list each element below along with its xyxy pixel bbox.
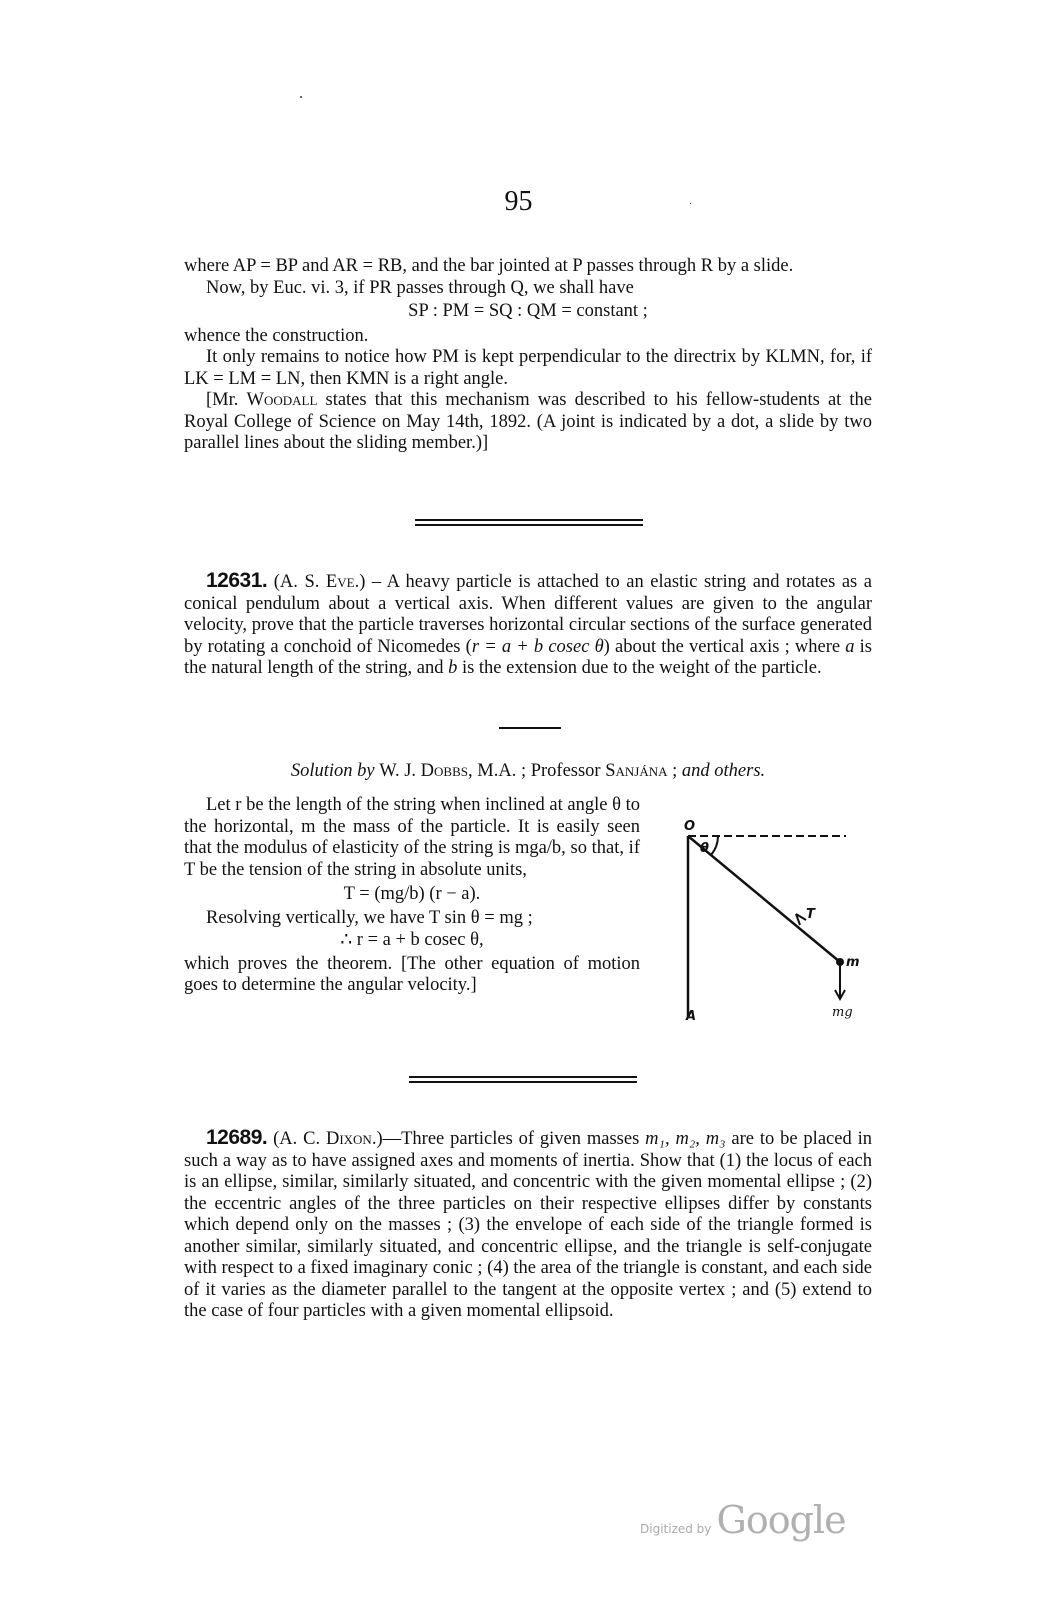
- paragraph: It only remains to notice how PM is kept perpendicular to the directrix by KLMN, for, if LK = LM = LN, then KMN is a right angle.: [184, 347, 872, 389]
- author-name: Eve: [325, 572, 355, 592]
- equation: SP : PM = SQ : QM = constant ;: [408, 301, 648, 321]
- problem-statement: 12689. (A. C. Dixon.)—Three particles of given masses m₁, m₂, m₃ are to be placed in such a way as to have assigned axes and moments of inertia. Show that (1) the locus of each is an ellipse, similar, similarly situated, and concentric with the given momental ellipse ; (2) the eccentric angles of the three particles on their respective ellipses differ by constants which depend only on the masses ; (3) the envelope of each side of the triangle formed is another similar, similarly situated, and concentric ellipse, and the triangle is self-conjugate with respect to a fixed imaginary conic ; (4) the area of the triangle is constant, and each side of it varies as the diameter parallel to the tangent at the opposite vertex ; and (5) extend to the case of four particles with a given momental ellipsoid.: [184, 1126, 872, 1321]
- problem-12689: [184, 1127, 872, 1323]
- author-name: Dixon: [325, 1129, 372, 1149]
- equation: T = (mg/b) (r − a).: [343, 884, 481, 904]
- paragraph: Now, by Euc. vi. 3, if PR passes through Q, we shall have: [206, 277, 634, 298]
- label-m: m: [846, 955, 860, 970]
- digitized-by-watermark: Digitized by Google: [640, 1498, 846, 1542]
- scan-speck: [300, 96, 302, 98]
- label-mg: mg: [832, 1005, 853, 1020]
- solver-name: W. J. Dobbs, M.A.: [379, 761, 517, 781]
- label-t: T: [806, 907, 815, 922]
- editorial-note: [Mr. Woodall states that this mechanism was described to his fellow-students at the Royal College of Science on May 14th, 1892. (A joint is indicated by a dot, a slide by two parallel lines about the sliding member.)]: [184, 390, 872, 453]
- tension-arrow: [796, 914, 806, 925]
- formula: r = a + b cosec θ: [471, 636, 604, 657]
- problem-statement: 12631. (A. S. Eve.) – A heavy particle is attached to an elastic string and rotates as a conical pendulum about a vertical axis. When different values are given to the angular velocity, prove that the particle traverses horizontal circular sections of the surface generated by rotating a conchoid of Nicomedes (r = a + b cosec θ) about the vertical axis ; where a is the natural length of the string, and b is the extension due to the weight of the particle.: [184, 569, 873, 678]
- paragraph: Let r be the length of the string when inclined at angle θ to the horizontal, m the mass of the particle. It is easily seen that the modulus of elasticity of the string is mga/b, so that, if T be the tension of the string in absolute units,: [184, 795, 640, 880]
- angle-arc: [711, 836, 718, 855]
- section-divider: [409, 1076, 637, 1078]
- google-logo: Google: [716, 1498, 846, 1542]
- string-line: [688, 836, 840, 962]
- pendulum-diagram: [676, 808, 866, 1038]
- person-name: Woodall: [246, 390, 318, 410]
- page-number: 95: [504, 186, 533, 217]
- paragraph: which proves the theorem. [The other equation of motion goes to determine the angular velocity.]: [184, 953, 640, 995]
- solution-body: [184, 795, 640, 997]
- paragraph: Resolving vertically, we have T sin θ = mg ;: [206, 907, 533, 928]
- paragraph: where AP = BP and AR = RB, and the bar jointed at P passes through R by a slide.: [184, 256, 794, 276]
- problem-number: 12689.: [206, 1126, 268, 1149]
- equation: ∴ r = a + b cosec θ,: [340, 930, 484, 950]
- paragraph: whence the construction.: [184, 325, 369, 346]
- short-divider: [499, 727, 561, 729]
- continuation-section: [184, 256, 872, 455]
- solver-name: Sanjána: [605, 761, 668, 781]
- label-a: A: [686, 1009, 697, 1024]
- problem-number: 12631.: [206, 569, 268, 592]
- problem-12631: [184, 570, 872, 680]
- section-divider: [415, 519, 643, 521]
- masses: m₁, m₂, m₃: [645, 1129, 726, 1149]
- label-theta: θ: [700, 841, 709, 856]
- solution-byline: Solution by W. J. Dobbs, M.A. ; Professor Sanjána ; and others.: [290, 761, 766, 781]
- label-o: O: [684, 819, 696, 834]
